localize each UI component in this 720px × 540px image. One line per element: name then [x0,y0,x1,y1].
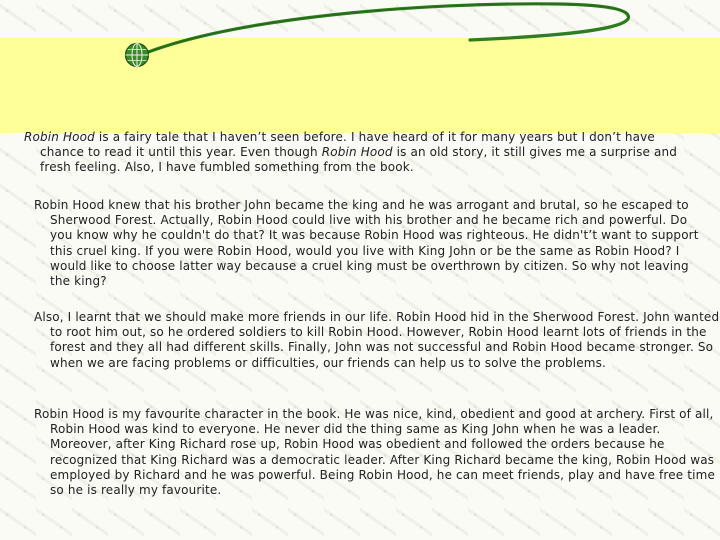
text-span: is a fairy tale that I haven’t seen before. I have heard of it for many years but I don’t have chance to read it until this year. Even though [40,130,655,160]
book-title: Robin Hood [321,145,393,160]
paragraph-friends [34,310,720,371]
text-span: Robin Hood is my favourite character in the book. He was nice, kind, obedient and good at archery. First of all, Robin Hood was kind to everyone. He never did the thing same as King John when he was a leader. Moreover, after King Richard rose up, Robin Hood was obedient and followed the orders because he recognized that King Richard was a democratic leader. After King Richard became the king, Robin Hood was employed by Richard and he was powerful. Being Robin Hood, he can meet friends, play and have free time so he is really my favourite. [34,407,715,498]
paragraph-intro [24,130,702,176]
text-span: Also, I learnt that we should make more friends in our life. Robin Hood hid in the Sherwood Forest. John wanted to root him out, so he ordered soldiers to kill Robin Hood. However, Robin Hood learnt lots of friends in the forest and they all had different skills. Finally, John was not successful and Robin Hood became stronger. So when we are facing problems or difficulties, our friends can help us to solve the problems. [34,310,720,370]
text-span: Robin Hood knew that his brother John became the king and he was arrogant and brutal, so he escaped to Sherwood Forest. Actually, Robin Hood could live with his brother and he became rich and powerful. Do you know why he couldn't do that? It was because Robin Hood was righteous. He didn't’t want to support this cruel king. If you were Robin Hood, would you live with King John or be the same as Robin Hood? I would like to choose latter way because a cruel king must be overthrown by citizen. So why not leaving the king? [34,198,699,289]
book-title: Robin Hood [24,130,95,144]
text-span: is an old story, it still gives me a surprise and fresh feeling. Also, I have fumbled something from the book. [40,145,678,175]
paragraph-righteousness [34,198,710,289]
paragraph-favourite-character [34,407,716,498]
